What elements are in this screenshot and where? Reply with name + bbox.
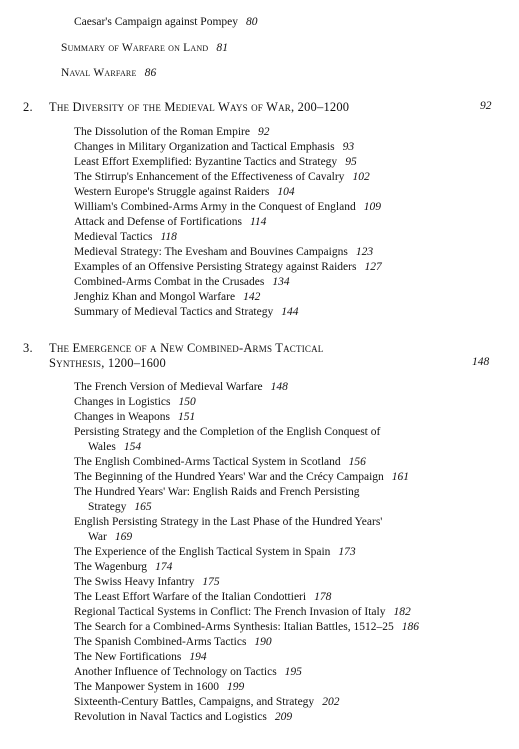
chapter-number: 2. [23, 100, 33, 114]
toc-entry: Western Europe's Struggle against Raiders 104 [74, 186, 295, 198]
chapter-title: The Emergence of a New Combined-Arms Tactical [49, 341, 324, 355]
chapter-title: Synthesis, 1200–1600 [49, 356, 166, 370]
toc-entry: The Least Effort Warfare of the Italian Condottieri 178 [74, 591, 332, 603]
toc-entry: Changes in Logistics 150 [74, 396, 196, 408]
toc-entry [61, 67, 156, 80]
entry-title: Summary of Warfare on Land [61, 42, 209, 54]
toc-entry: The French Version of Medieval Warfare 148 [74, 381, 288, 393]
toc-entry: Changes in Military Organization and Tactical Emphasis 93 [74, 141, 355, 153]
toc-entry-cont: War 169 [88, 531, 133, 543]
entry-page: 80 [246, 16, 258, 28]
chapter-heading-cont [49, 356, 166, 370]
entry-page: 86 [144, 67, 157, 79]
toc-entry: Medieval Tactics 118 [74, 231, 177, 243]
toc-entry: The Beginning of the Hundred Years' War and the Crécy Campaign 161 [74, 471, 410, 483]
toc-entry [61, 42, 228, 55]
toc-entry: The Dissolution of the Roman Empire 92 [74, 126, 270, 138]
toc-entry: Persisting Strategy and the Completion of the English Conquest of [74, 426, 381, 438]
toc-entry: The English Combined-Arms Tactical System in Scotland 156 [74, 456, 366, 468]
toc-entry: Attack and Defense of Fortifications 114 [74, 216, 267, 228]
toc-entry: The Swiss Heavy Infantry 175 [74, 576, 220, 588]
toc-entry: Combined-Arms Combat in the Crusades 134 [74, 276, 290, 288]
chapter-heading [23, 100, 349, 114]
toc-entry: William's Combined-Arms Army in the Conquest of England 109 [74, 201, 381, 213]
toc-entry-cont: Wales 154 [88, 441, 142, 453]
entry-page: 81 [216, 42, 229, 54]
toc-entry: The Hundred Years' War: English Raids and French Persisting [74, 486, 360, 498]
entry-title: Naval Warfare [61, 67, 137, 79]
toc-entry: Medieval Strategy: The Evesham and Bouvines Campaigns 123 [74, 246, 374, 258]
toc-entry: Another Influence of Technology on Tactics 195 [74, 666, 302, 678]
toc-entry: Examples of an Offensive Persisting Strategy against Raiders 127 [74, 261, 382, 273]
toc-entry: Jenghiz Khan and Mongol Warfare 142 [74, 291, 261, 303]
chapter-page: 92 [480, 100, 492, 112]
toc-entry [74, 16, 258, 29]
toc-entry: The Spanish Combined-Arms Tactics 190 [74, 636, 272, 648]
toc-entry: The Experience of the English Tactical System in Spain 173 [74, 546, 356, 558]
toc-entry: Sixteenth-Century Battles, Campaigns, and Strategy 202 [74, 696, 340, 708]
toc-entry-cont: Strategy 165 [88, 501, 152, 513]
toc-entry: The Search for a Combined-Arms Synthesis: Italian Battles, 1512–25 186 [74, 621, 419, 633]
toc-entry: English Persisting Strategy in the Last Phase of the Hundred Years' [74, 516, 383, 528]
toc-entry: The Manpower System in 1600 199 [74, 681, 245, 693]
toc-entry: The Stirrup's Enhancement of the Effectiveness of Cavalry 102 [74, 171, 370, 183]
toc-entry: The Wagenburg 174 [74, 561, 173, 573]
toc-entry: Revolution in Naval Tactics and Logistics 209 [74, 711, 293, 723]
chapter-title: The Diversity of the Medieval Ways of War, 200–1200 [49, 100, 350, 114]
toc-entry: Changes in Weapons 151 [74, 411, 196, 423]
chapter-number: 3. [23, 341, 33, 355]
toc-entry: Least Effort Exemplified: Byzantine Tactics and Strategy 95 [74, 156, 357, 168]
toc-entry: Regional Tactical Systems in Conflict: The French Invasion of Italy 182 [74, 606, 411, 618]
toc-entry: Summary of Medieval Tactics and Strategy 144 [74, 306, 299, 318]
toc-entry: The New Fortifications 194 [74, 651, 207, 663]
chapter-page: 148 [472, 356, 490, 368]
entry-title: Caesar's Campaign against Pompey [74, 16, 238, 28]
chapter-heading [23, 341, 324, 355]
